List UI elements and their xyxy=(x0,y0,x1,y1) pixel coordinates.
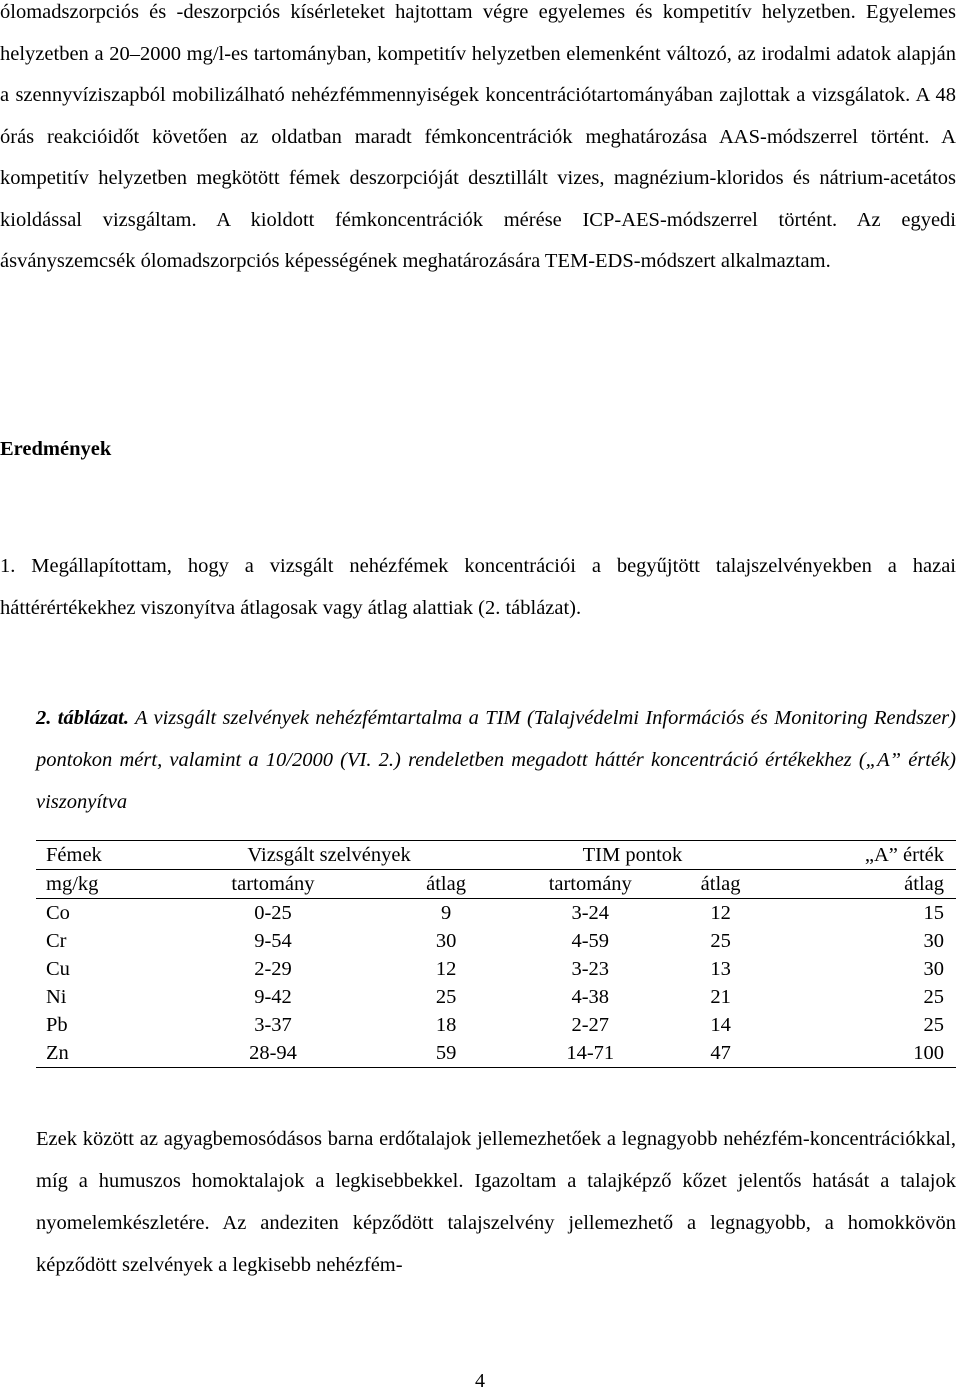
metal-name-cell: Ni xyxy=(46,986,67,1008)
subheader-cell: tartomány xyxy=(502,870,678,899)
metal-name-cell: Cr xyxy=(46,930,67,952)
table-row xyxy=(36,899,956,928)
table-row xyxy=(36,955,956,983)
value-cell: 25 xyxy=(710,930,731,952)
value-cell: 100 xyxy=(913,1042,944,1064)
value-cell: 25 xyxy=(923,1014,944,1036)
table-row xyxy=(36,927,956,955)
value-cell: 12 xyxy=(435,958,457,980)
subheader-cell: átlag xyxy=(390,870,502,899)
value-cell: 47 xyxy=(710,1042,731,1064)
subheader-cell: átlag xyxy=(678,870,762,899)
subheader-cell: mg/kg xyxy=(36,870,156,899)
heavy-metal-table xyxy=(36,840,956,1068)
caption-text: A vizsgált szelvények nehézfémtartalma a TIM (Talajvédelmi Információs és Monitoring Rendszer) pontokon mért, valamint a 10/2000 (VI. 2.) rendeletben megadott háttér koncentráció értékekhez („A” érték) viszonyítva xyxy=(36,707,956,813)
metal-name-cell: Cu xyxy=(46,958,70,980)
table-row xyxy=(36,983,956,1011)
value-cell: 25 xyxy=(435,986,457,1008)
value-cell: 18 xyxy=(435,1014,457,1036)
value-cell: 14 xyxy=(710,1014,731,1036)
page-number: 4 xyxy=(475,1370,485,1392)
value-cell: 15 xyxy=(923,902,944,924)
value-cell: 14-71 xyxy=(566,1042,615,1064)
value-cell: 2-27 xyxy=(571,1014,610,1036)
table-header-row xyxy=(36,841,956,870)
value-cell: 25 xyxy=(923,986,944,1008)
header-cell: Fémek xyxy=(46,844,102,866)
value-cell: 4-59 xyxy=(571,930,610,952)
table-body xyxy=(36,899,956,1068)
metal-name-cell: Co xyxy=(46,902,70,924)
metal-name-cell: Zn xyxy=(46,1042,69,1064)
value-cell: 12 xyxy=(710,902,731,924)
subheader-cell: tartomány xyxy=(156,870,390,899)
table-row xyxy=(36,1039,956,1068)
header-cell: Vizsgált szelvények xyxy=(247,844,411,866)
value-cell: 13 xyxy=(710,958,731,980)
metal-name-cell: Pb xyxy=(46,1014,68,1036)
section-heading: Eredmények xyxy=(0,438,112,460)
value-cell: 30 xyxy=(435,930,457,952)
value-cell: 30 xyxy=(923,958,944,980)
value-cell: 3-23 xyxy=(571,958,610,980)
value-cell: 30 xyxy=(923,930,944,952)
table-row xyxy=(36,1011,956,1039)
subheader-cell: átlag xyxy=(763,870,956,899)
table-subheader-row xyxy=(36,870,956,899)
intro-paragraph: ólomadszorpciós és -deszorpciós kísérleteket hajtottam végre egyelemes és kompetitív helyzetben. Egyelemes helyzetben a 20–2000 mg/l-es tartományban, kompetitív helyzetben elemenként változó, az irodalmi adatok alapján a szennyvíziszapból mobilizálható nehézfémmennyiségek koncentrációtartományában zajlottak a vizsgálatok. A 48 órás reakcióidőt követően az oldatban maradt fémkoncentrációk meghatározása AAS-módszerrel történt. A kompetitív helyzetben megkötött fémek deszorpcióját desztillált vizes, magnézium-kloridos és nátrium-acetátos kioldással vizsgáltam. A kioldott fémkoncentrációk mérése ICP-AES-módszerrel történt. Az egyedi ásványszemcsék ólomadszorpciós képességének meghatározására TEM-EDS-módszert alkalmaztam. xyxy=(0,1,956,272)
result-paragraph: 1. Megállapítottam, hogy a vizsgált nehézfémek koncentrációi a begyűjtött talajszelvényekben a hazai háttérértékekhez viszonyítva átlagosak vagy átlag alattiak (2. táblázat). xyxy=(0,555,956,619)
value-cell: 9-54 xyxy=(254,930,292,952)
table-caption xyxy=(36,697,956,823)
value-cell: 0-25 xyxy=(254,902,292,924)
value-cell: 28-94 xyxy=(249,1042,297,1064)
caption-label: 2. táblázat. xyxy=(36,707,129,729)
header-cell: TIM pontok xyxy=(582,844,683,866)
value-cell: 9-42 xyxy=(254,986,292,1008)
value-cell: 21 xyxy=(710,986,731,1008)
value-cell: 2-29 xyxy=(254,958,292,980)
closing-paragraph: Ezek között az agyagbemosódásos barna erdőtalajok jellemezhetőek a legnagyobb nehézfém-koncentrációkkal, míg a humuszos homoktalajok a legkisebbekkel. Igazoltam a talajképző kőzet jelentős hatását a talajok nyomelemkészletére. Az andeziten képződött talajszelvény jellemezhető a legnagyobb, a homokkövön képződött szelvények a legkisebb nehézfém- xyxy=(36,1128,956,1276)
value-cell: 4-38 xyxy=(571,986,610,1008)
value-cell: 59 xyxy=(435,1042,457,1064)
value-cell: 3-24 xyxy=(571,902,610,924)
value-cell: 3-37 xyxy=(254,1014,292,1036)
header-cell: „A” érték xyxy=(864,844,944,866)
value-cell: 9 xyxy=(440,902,452,924)
